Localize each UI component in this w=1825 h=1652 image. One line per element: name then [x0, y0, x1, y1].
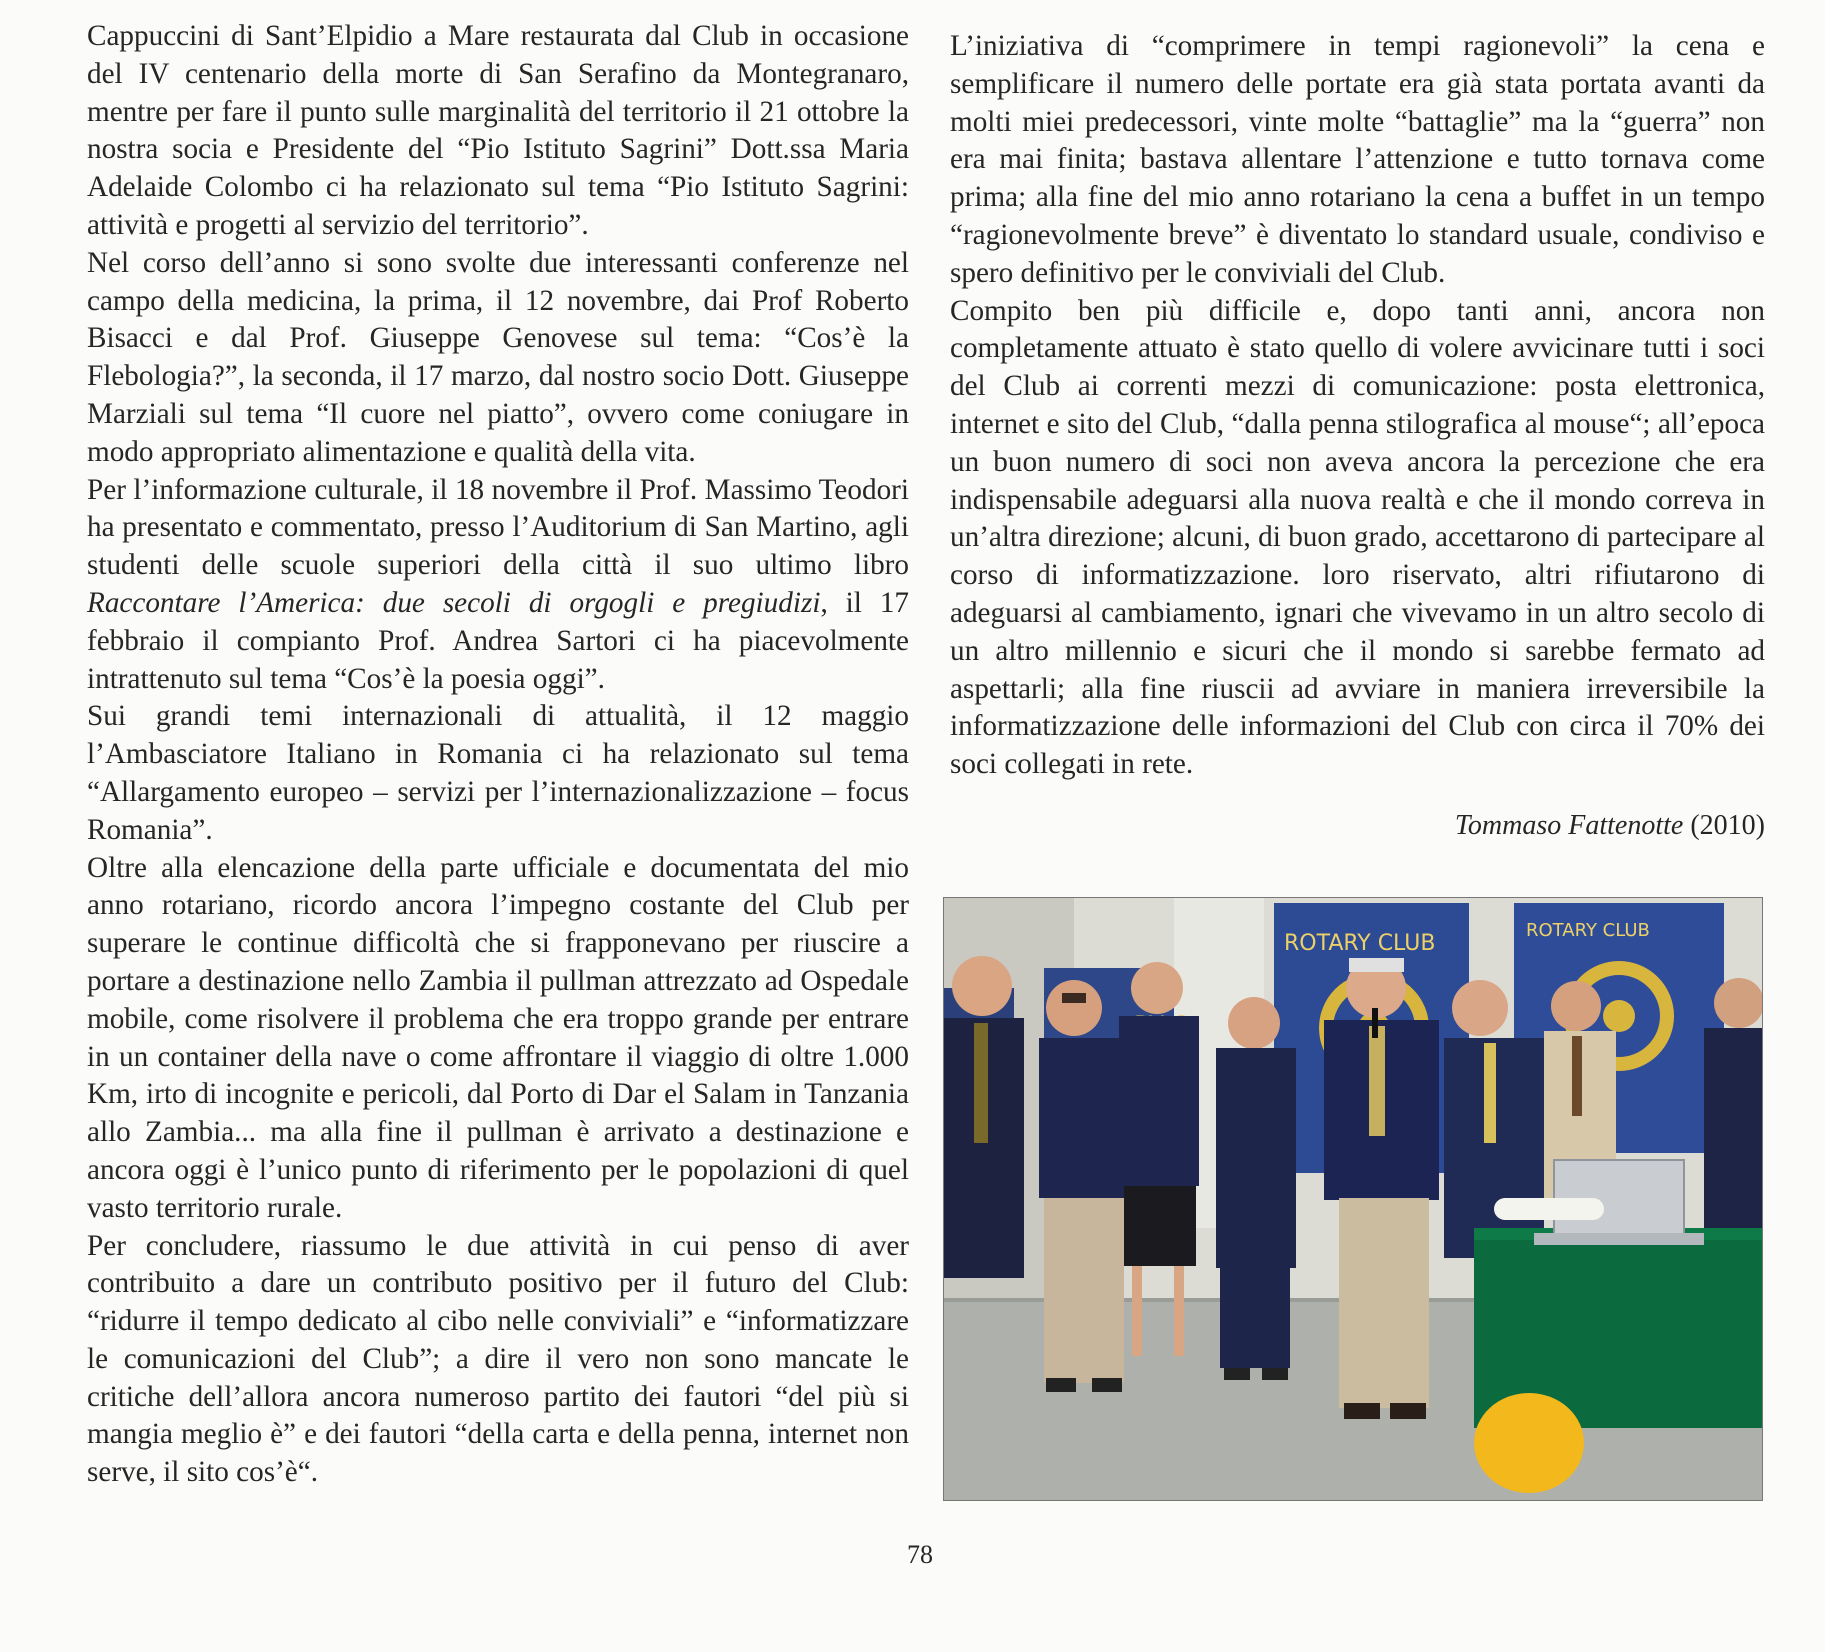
- paragraph: [87, 472, 909, 699]
- banner-left-text: ROTARY CLUB: [1284, 931, 1436, 956]
- paragraph: L’iniziativa di “comprimere in tempi ragionevoli” la cena e semplificare il numero delle portate era già stata portata avanti da molti miei predecessori, vinte molte “battaglie” ma la “guerra” non era mai finita; bastava allentare l’attenzione e tutto tornava come prima; alla fine del mio anno rotariano la cena a buffet in un tempo “ragionevolmente breve” è diventato lo standard usuale, condiviso e spero definitivo per le conviviali del Club.: [950, 30, 1765, 289]
- signature: [1300, 810, 1765, 842]
- page-number: 78: [907, 1540, 933, 1569]
- author-name: Tommaso Fattenotte: [1454, 810, 1684, 841]
- banner-right-text: ROTARY CLUB: [1526, 920, 1650, 941]
- book-title: Raccontare l’America: due secoli di orgogli e pregiudizi: [87, 586, 821, 619]
- paragraph: Sui grandi temi internazionali di attualità, il 12 maggio l’Ambasciatore Italiano in Romania ci ha relazionato sul tema “Allargamento europeo – servizi per l’internazionalizzazione – focus Romania”.: [87, 700, 909, 846]
- paragraph: Per concludere, riassumo le due attività in cui penso di aver contribuito a dare un contributo positivo per il futuro del Club: “ridurre il tempo dedicato al cibo nelle conviviali” e “informatizzare le comunicazioni del Club”; a dire il vero non sono mancate le critiche dell’allora ancora numeroso partito dei fautori “del più si mangia meglio è” e dei fautori “della carta e della penna, internet non serve, il sito cos’è“.: [87, 1229, 909, 1489]
- paragraph: Cappuccini di Sant’Elpidio a Mare restaurata dal Club in occasione del IV centenario della morte di San Serafino da Montegranaro, mentre per fare il punto sulle marginalità del territorio il 21 ottobre la nostra socia e Presidente del “Pio Istituto Sagrini” Dott.ssa Maria Adelaide Colombo ci ha relazionato sul tema “Pio Istituto Sagrini: attività e progetti al servizio del territorio”.: [87, 20, 909, 241]
- paragraph: Nel corso dell’anno si sono svolte due interessanti conferenze nel campo della medicina, la prima, il 12 novembre, dai Prof Roberto Bisacci e dal Prof. Giuseppe Genovese sul tema: “Cos’è la Flebologia?”, la seconda, il 17 marzo, dal nostro socio Dott. Giuseppe Marziali sul tema “Il cuore nel piatto”, ovvero come coniugare in modo appropriato alimentazione e qualità della vita.: [87, 246, 909, 468]
- paragraph: Oltre alla elencazione della parte ufficiale e documentata del mio anno rotariano, ricordo ancora l’impegno costante del Club per superare le continue difficoltà che si frapponevano per riuscire a portare a destinazione nello Zambia il pullman attrezzato ad Ospedale mobile, come risolvere il problema che era troppo grande per entrare in un container della nave o come affrontare il viaggio di oltre 1.000 Km, irto di incognite e pericoli, dal Porto di Dar el Salam in Tanzania allo Zambia... ma alla fine il pullman è arrivato a destinazione e ancora oggi è l’unico punto di riferimento per le popolazioni di quel vasto territorio rurale.: [87, 851, 909, 1224]
- left-text-column: [87, 18, 909, 1492]
- signature-year: (2010): [1690, 810, 1765, 841]
- right-text-column: [950, 28, 1765, 784]
- paragraph-text: , il 17 febbraio il compianto Prof. Andrea Sartori ci ha piacevolmente intrattenuto sul tema “Cos’è la poesia oggi”.: [87, 586, 910, 695]
- paragraph: Compito ben più difficile e, dopo tanti anni, ancora non completamente attuato è stato quello di volere avvicinare tutti i soci del Club ai correnti mezzi di comunicazione: posta elettronica, internet e sito del Club, “dalla penna stilografica al mouse“; all’epoca un buon numero di soci non aveva ancora la percezione che era indispensabile adeguarsi alla nuova realtà e che il mondo correva in un’altra direzione; alcuni, di buon grado, accettarono di partecipare al corso di informatizzazione. loro riservato, altri rifiutarono di adeguarsi al cambiamento, ignari che vivevamo in un altro secolo di un altro millennio e sicuri che il mondo si sarebbe fermato ad aspettarli; alla fine riuscii ad avviare in maniera irreversibile la informatizzazione delle informazioni del Club con circa il 70% dei soci collegati in rete.: [950, 294, 1765, 781]
- paragraph-text: Per l’informazione culturale, il 18 novembre il Prof. Massimo Teodori ha presentato e commentato, presso l’Auditorium di San Martino, agli studenti delle scuole superiori della città il suo ultimo libro: [87, 473, 909, 582]
- event-photo-illustration: [944, 898, 1763, 1501]
- event-photo: [943, 897, 1763, 1501]
